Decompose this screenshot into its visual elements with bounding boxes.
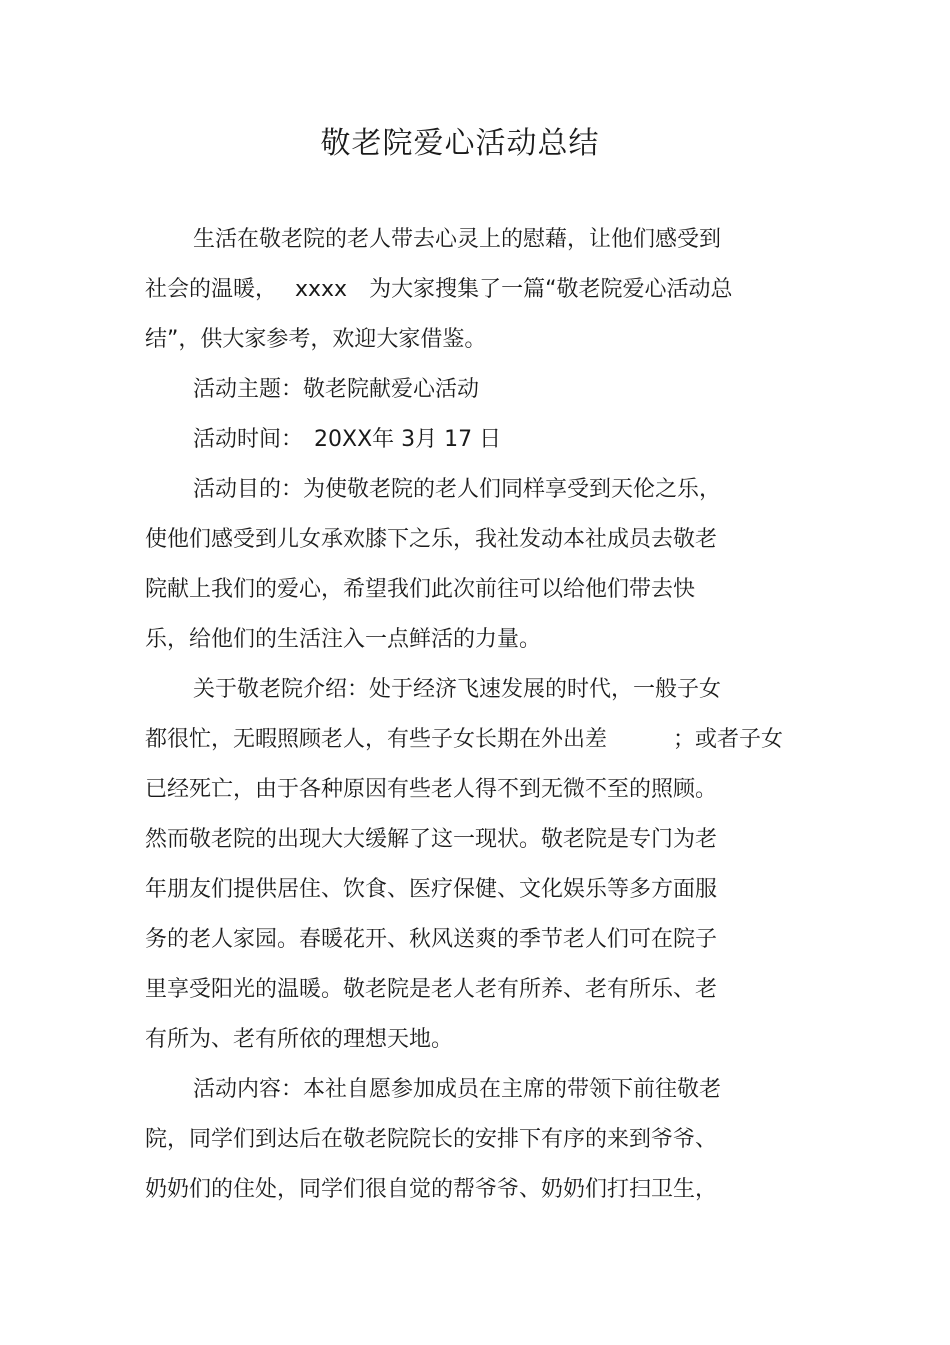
text-line: 务的老人家园。春暖花开、秋风送爽的季节老人们可在院子 [145, 927, 718, 952]
text-line: 活动内容：本社自愿参加成员在主席的带领下前往敬老 [193, 1077, 722, 1102]
text-line: 里享受阳光的温暖。敬老院是老人老有所养、老有所乐、老 [145, 977, 718, 1002]
text-line: 都很忙，无暇照顾老人，有些子女长期在外出差 ；或者子女 [145, 727, 784, 752]
document-title: 敬老院爱心活动总结 [320, 126, 600, 161]
text-line: 活动目的：为使敬老院的老人们同样享受到天伦之乐， [193, 477, 722, 502]
text-line: 活动主题：敬老院献爱心活动 [193, 377, 480, 402]
text-line: 乐，给他们的生活注入一点鲜活的力量。 [145, 627, 542, 652]
text-line: 奶奶们的住处，同学们很自觉的帮爷爷、奶奶们打扫卫生， [145, 1177, 718, 1202]
text-line: 关于敬老院介绍：处于经济飞速发展的时代，一般子女 [193, 677, 722, 702]
text-line: 活动时间： 20XX年 3月 17 日 [193, 427, 502, 452]
text-line: 有所为、老有所依的理想天地。 [145, 1027, 454, 1052]
text-line: 结”，供大家参考，欢迎大家借鉴。 [145, 327, 487, 352]
text-line: 院，同学们到达后在敬老院院长的安排下有序的来到爷爷、 [145, 1127, 718, 1152]
text-line: 生活在敬老院的老人带去心灵上的慰藉，让他们感受到 [193, 227, 722, 252]
text-line: 然而敬老院的出现大大缓解了这一现状。敬老院是专门为老 [145, 827, 718, 852]
text-line: 院献上我们的爱心，希望我们此次前往可以给他们带去快 [145, 577, 696, 602]
text-line: 年朋友们提供居住、饮食、医疗保健、文化娱乐等多方面服 [145, 877, 718, 902]
text-line: 使他们感受到儿女承欢膝下之乐，我社发动本社成员去敬老 [145, 527, 718, 552]
text-line: 社会的温暖， xxxx 为大家搜集了一篇“敬老院爱心活动总 [145, 277, 733, 302]
text-line: 已经死亡，由于各种原因有些老人得不到无微不至的照顾。 [145, 777, 718, 802]
